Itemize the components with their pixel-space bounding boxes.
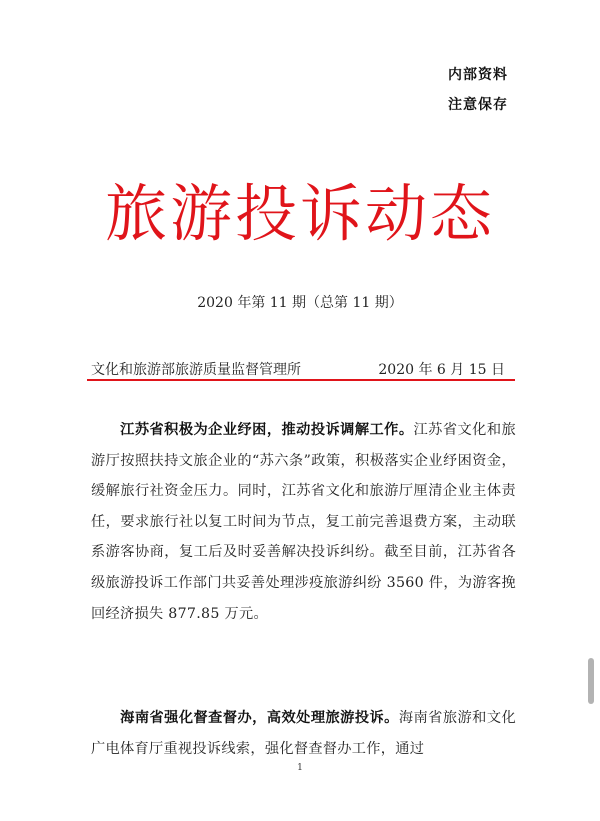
article-paragraph [91,703,516,764]
scrollbar-thumb[interactable] [588,658,594,704]
classification-label: 内部资料 [448,67,508,83]
article-lead: 海南省强化督查督办，高效处理旅游投诉。 [120,710,399,726]
issuing-organization: 文化和旅游部旅游质量监督管理所 [91,362,301,378]
issue-date: 2020 年 6 月 15 日 [378,362,505,378]
issue-number: 2020 年第 11 期（总第 11 期） [197,295,403,311]
article-paragraph [91,415,516,629]
document-title: 旅游投诉动态 [104,177,495,250]
retention-notice: 注意保存 [448,97,508,113]
article-body: 海南省旅游和文化广电体育厅重视投诉线索，强化督查督办工作，通过 [91,710,516,757]
red-divider [87,379,515,381]
article-lead: 江苏省积极为企业纾困，推动投诉调解工作。 [120,422,414,438]
article-body: 江苏省文化和旅游厅按照扶持文旅企业的“苏六条”政策，积极落实企业纾困资金，缓解旅行社资金压力。同时，江苏省文化和旅游厅厘清企业主体责任，要求旅行社以复工时间为节点，复工前完善退费方案，主动联系游客协商，复工后及时妥善解决投诉纠纷。截至目前，江苏省各级旅游投诉工作部门共妥善处理涉疫旅游纠纷 3560 件，为游客挽回经济损失 877.85 万元。 [91,422,516,622]
page-number: 1 [297,763,303,773]
